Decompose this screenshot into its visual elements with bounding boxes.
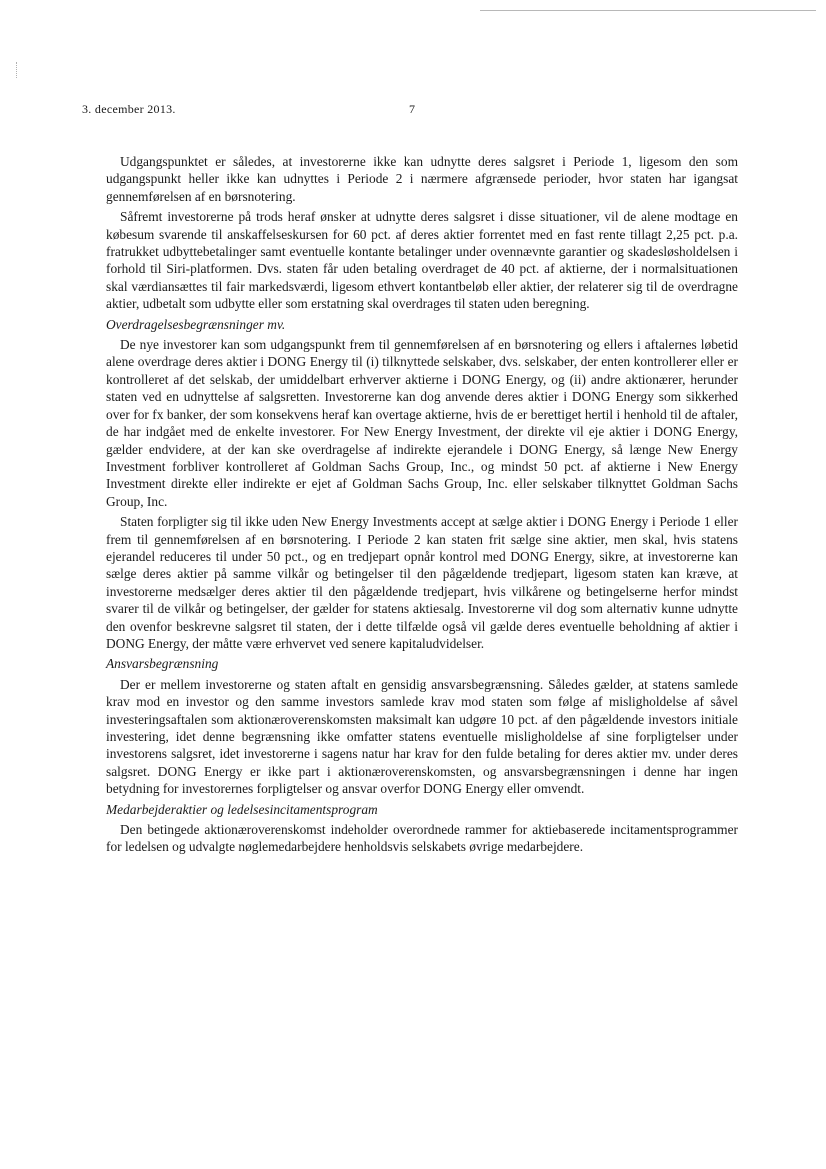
document-body [106, 153, 738, 859]
section-heading-ansvar: Ansvarsbegrænsning [106, 656, 219, 672]
page-number: 7 [409, 102, 415, 116]
scan-edge-line [480, 10, 816, 11]
paragraph-4: Staten forpligter sig til ikke uden New Energy Investments accept at sælge aktier i DONG Energy i Periode 1 eller frem til gennemførelsen af en børsnotering. I Periode 2 kan staten frit sælge sine aktier, men skal, hvis statens ejerandel reduceres til under 50 pct., og en tredjepart opnår kontrol med DONG Energy, sikre, at investorerne kan sælge deres aktier på samme vilkår og betingelser til den pågældende tredjepart, ligesom staten kan kræve, at investorerne medsælger deres aktier til den pågældende tredjepart, hvis vilkårene og betingelserne herfor mindst svarer til de vilkår og betingelser, der gælder for statens aktiesalg. Investorerne vil dog som alternativ kunne udnytte den ovenfor beskrevne salgsret til staten, der i dette tilfælde også vil gælde deres eventuelle beholdning af aktier i DONG Energy, der måtte være erhvervet ved senere kapitaludvidelser. [106, 514, 738, 651]
scan-margin-mark [16, 62, 17, 78]
paragraph-1: Udgangspunktet er således, at investorerne ikke kan udnytte deres salgsret i Periode 1, ligesom den som udgangspunkt heller ikke kan udnyttes i Periode 2 i nærmere afgrænsede perioder, hvor staten har igangsat gennemførelsen af en børsnotering. [106, 154, 738, 204]
paragraph-3: De nye investorer kan som udgangspunkt frem til gennemførelsen af en børsnotering og ellers i aftalernes løbetid alene overdrage deres aktier i DONG Energy til (i) tilknyttede selskaber, dvs. selskaber, der enten kontrollerer eller er kontrolleret af det selskab, der umiddelbart erhverver aktierne i DONG Energy, og (ii) andre aktionærer, herunder staten ved en udnyttelse af salgsretten. Investorerne kan dog anvende deres aktier i DONG Energy som sikkerhed over for fx banker, der som konsekvens heraf kan overtage aktierne, hvis de er berettiget hertil i henhold til de aftaler, de har indgået med de enkelte investorer. For New Energy Investment, der direkte vil eje aktier i DONG Energy, gælder endvidere, at der kan ske overdragelse af indirekte ejerandele i DONG Energy, så længe New Energy Investment forbliver kontrolleret af Goldman Sachs Group, Inc., og mindst 50 pct. af aktierne i New Energy Investment direkte eller indirekte er ejet af Goldman Sachs Group, Inc. eller selskaber tilknyttet Goldman Sachs Group, Inc. [106, 337, 738, 509]
paragraph-5: Der er mellem investorerne og staten aftalt en gensidig ansvarsbegrænsning. Således gælder, at statens samlede krav mod en investor og den samme investors samlede krav mod staten som følge af misligholdelse af såvel investeringsaftalen som aktionæroverenskomsten maksimalt kan udgøre 10 pct. af den pågældende investors initiale investering, idet denne begrænsning ikke omfatter statens eventuelle misligholdelse af sine forpligtelser under investorens salgsret, idet investorerne i sagens natur har krav for den fulde betaling for deres aktier mv. under deres salgsret. DONG Energy er ikke part i aktionæroverenskomsten, og ansvarsbegrænsningen i denne har ingen betydning for investorernes forpligtelser og ansvar overfor DONG Energy eller omvendt. [106, 676, 738, 797]
paragraph-6: Den betingede aktionæroverenskomst indeholder overordnede rammer for aktiebaserede incitamentsprogrammer for ledelsen og udvalgte nøglemedarbejdere henholdsvis selskabets øvrige medarbejdere. [106, 822, 738, 855]
header-date: 3. december 2013. [82, 102, 176, 116]
section-heading-overdragelse: Overdragelsesbegrænsninger mv. [106, 316, 286, 332]
section-heading-medarbejder: Medarbejderaktier og ledelsesincitamentsprogram [106, 801, 378, 817]
paragraph-2: Såfremt investorerne på trods heraf ønsker at udnytte deres salgsret i disse situationer, vil de alene modtage en købesum svarende til anskaffelseskursen for 60 pct. af deres aktier forrentet med en fast rente tillagt 2,25 pct. p.a. fratrukket udbyttebetalinger samt eventuelle kontante betalinger under ovennævnte garantier og skadesløsholdelsen i forhold til Siri-platformen. Dvs. staten får uden betaling overdraget de 40 pct. af aktierne, der i normalsituationen skal værdiansættes til fair markedsværdi, ligesom ethvert kontantbeløb eller aktier, der relaterer sig til de overdragne aktier, udbetalt som udbytte eller som erstatning skal overdrages til staten uden beregning. [106, 209, 738, 312]
